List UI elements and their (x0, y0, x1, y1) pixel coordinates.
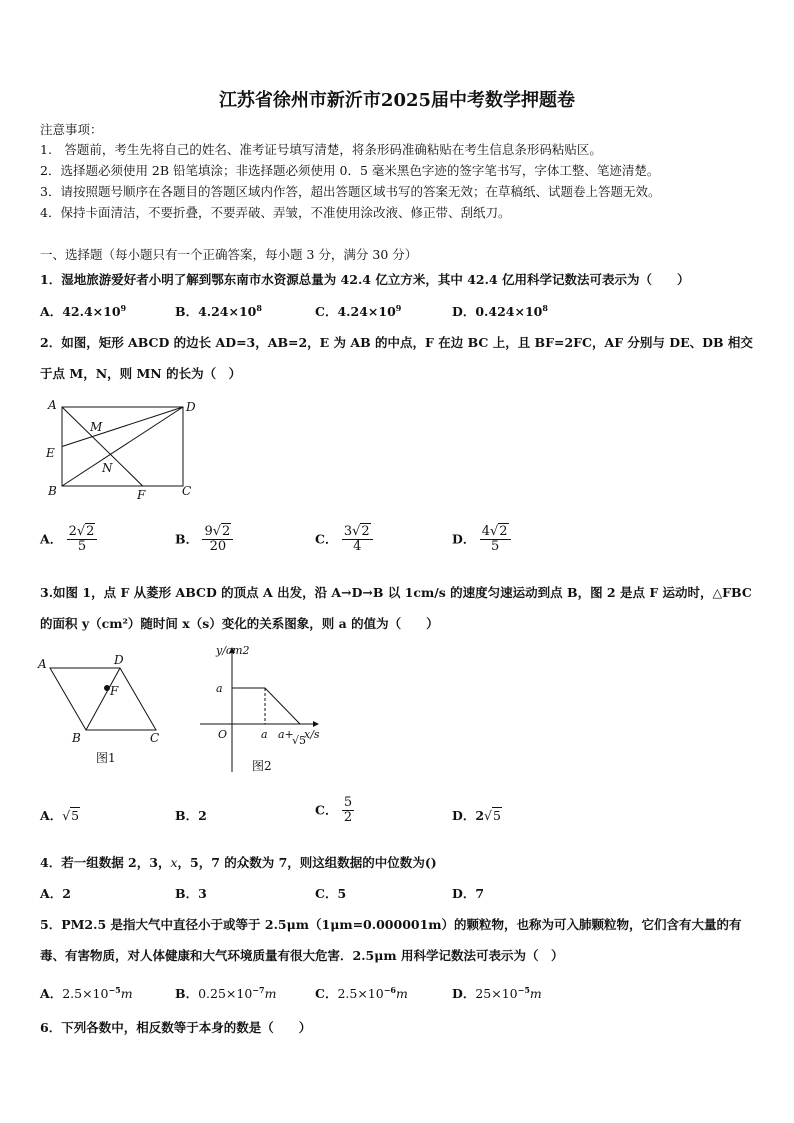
q2-option-b: B． $\frac{9√2}{20}$ (175, 525, 233, 555)
label-m: M (90, 420, 103, 434)
notice-item: 1. 答题前，考生先将自己的姓名、准考证号填写清楚，将条形码准确粘贴在考生信息条形码粘贴区。 (40, 142, 602, 157)
q3-option-b: B．2 (175, 808, 207, 823)
label-d: D (114, 653, 124, 667)
graph-line (232, 688, 300, 724)
q3-graph-figure (196, 642, 326, 777)
section-heading: 一、选择题（每小题只有一个正确答案，每小题 3 分，满分 30 分） (40, 247, 418, 262)
label-e: E (46, 446, 55, 460)
q3-option-c: C． $\frac{5}{2}$ (315, 795, 353, 826)
label-a: A (48, 398, 57, 412)
q5-option-b: B．$0.25\times 10^{-7}m$ (175, 984, 277, 1001)
sqrt5-label: √5 (292, 734, 307, 747)
q2-rectangle-figure (40, 395, 210, 505)
question-3-stem: 3.如图 1，点 F 从菱形 ABCD 的顶点 A 出发，沿 A→D→B 以 1cm/s 的速度匀速运动到点 B，图 2 是点 F 运动时，△FBC (40, 585, 752, 600)
page-title: 江苏省徐州市新沂市2025届中考数学押题卷 (218, 90, 576, 111)
question-2-stem-cont: 于点 M，N，则 MN 的长为（ ） (40, 366, 242, 381)
q4-option-d: D．7 (452, 886, 485, 901)
question-4-stem: 4．若一组数据 2，3，x，5，7 的众数为 7，则这组数据的中位数为() (40, 855, 437, 870)
segment-bd (62, 407, 183, 486)
q2-option-d: D． $\frac{4√2}{5}$ (452, 525, 511, 555)
fig1-caption: 图1 (96, 751, 116, 765)
q1-option-b: B．$4.24\times 10^8$ (175, 302, 262, 319)
q2-option-a: A． $\frac{2√2}{5}$ (40, 525, 97, 555)
segment-ed (62, 407, 183, 447)
q5-option-a: A．$2.5\times 10^{-5}m$ (40, 984, 133, 1001)
label-b: B (72, 731, 81, 745)
label-n: N (102, 461, 113, 475)
q1-option-c: C．$4.24\times 10^9$ (315, 302, 402, 319)
notice-item: 3．请按照题号顺序在各题目的答题区域内作答，超出答题区域书写的答案无效；在草稿纸、试题卷上答题无效。 (40, 184, 661, 199)
question-5-stem: 5．PM2.5 是指大气中直径小于或等于 2.5μm（1μm=0.000001m）的颗粒物，也称为可入肺颗粒物，它们含有大量的有 (40, 917, 742, 932)
q3-rhombus-figure (36, 650, 171, 770)
diagonal-db (86, 668, 120, 730)
notice-item: 4．保持卡面清洁，不要折叠，不要弄破、弄皱，不准使用涂改液、修正带、刮纸刀。 (40, 205, 511, 220)
q3-option-a: A．√5 (40, 808, 80, 823)
label-d: D (186, 400, 196, 414)
origin-label: O (218, 728, 228, 741)
question-3-stem-cont: 的面积 y（cm²）随时间 x（s）变化的关系图象，则 a 的值为（ ） (40, 616, 439, 631)
q1-option-d: D．$0.424\times 10^8$ (452, 302, 548, 319)
q4-option-a: A．2 (40, 886, 71, 901)
label-f: F (137, 488, 146, 502)
a-y-label: a (216, 682, 223, 695)
q3-option-d: D．2√5 (452, 808, 501, 823)
question-2-stem: 2．如图，矩形 ABCD 的边长 AD=3，AB=2，E 为 AB 的中点，F 在边 BC 上，且 BF=2FC，AF 分别与 DE、DB 相交 (40, 335, 753, 350)
q5-option-c: C．$2.5\times 10^{-6}m$ (315, 984, 408, 1001)
x-axis-label: x/s (304, 728, 320, 741)
a-x-label: a (261, 728, 268, 741)
a-plus-label: a+ (278, 728, 294, 741)
question-6-stem: 6．下列各数中，相反数等于本身的数是（ ） (40, 1020, 312, 1035)
question-5-stem-cont: 毒、有害物质，对人体健康和大气环境质量有很大危害．2.5μm 用科学记数法可表示为（ ） (40, 948, 564, 963)
notice-heading: 注意事项： (40, 122, 103, 137)
label-c: C (150, 731, 160, 745)
y-axis-label: y/cm2 (216, 644, 250, 657)
q2-option-c: C． $\frac{3√2}{4}$ (315, 525, 373, 555)
notice-item: 2．选择题必须使用 2B 铅笔填涂；非选择题必须使用 0．5 毫米黑色字迹的签字笔书写，字体工整、笔迹清楚。 (40, 163, 660, 178)
q1-option-a: A．$42.4\times 10^9$ (40, 302, 127, 319)
q4-option-c: C．5 (315, 886, 347, 901)
q4-option-b: B．3 (175, 886, 207, 901)
q5-option-d: D．$25\times 10^{-5}m$ (452, 984, 542, 1001)
label-b: B (48, 484, 57, 498)
fig2-caption: 图2 (252, 759, 272, 773)
label-c: C (182, 484, 192, 498)
question-1-stem: 1．湿地旅游爱好者小明了解到鄂东南市水资源总量为 42.4 亿立方米，其中 42.4 亿用科学记数法可表示为（ ） (40, 272, 690, 287)
label-f: F (110, 684, 119, 698)
label-a: A (38, 657, 47, 671)
